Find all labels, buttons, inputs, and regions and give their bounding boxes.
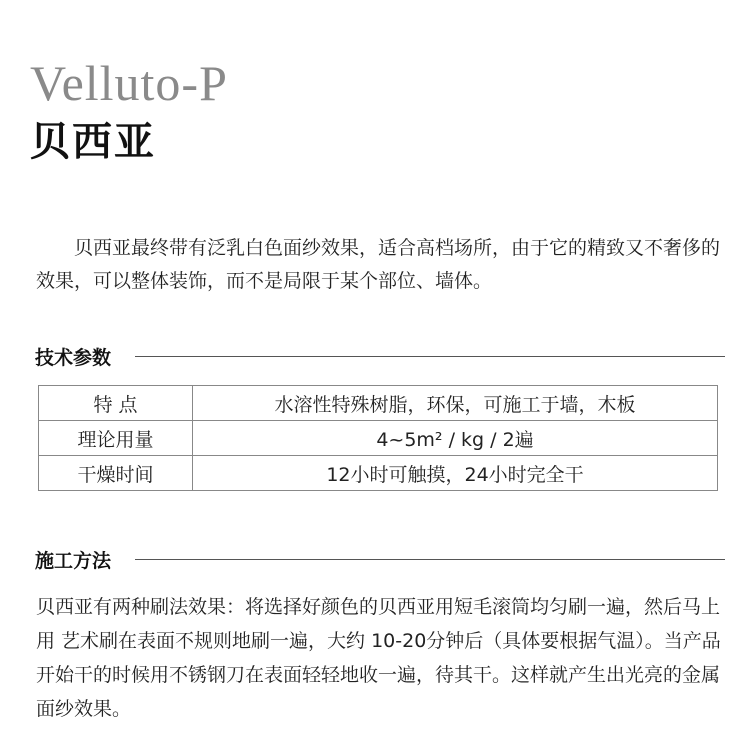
spec-label: 理论用量 <box>39 421 193 456</box>
method-section-header <box>35 546 725 572</box>
method-divider <box>135 559 725 560</box>
product-title-cn: 贝西亚 <box>30 119 156 165</box>
spec-value: 12小时可触摸，24小时完全干 <box>193 456 718 491</box>
table-row <box>39 456 718 491</box>
method-heading: 施工方法 <box>35 549 112 572</box>
table-row <box>39 386 718 421</box>
spec-label: 干燥时间 <box>39 456 193 491</box>
spec-value: 4~5m² / kg / 2遍 <box>193 421 718 456</box>
specs-divider <box>135 356 725 357</box>
product-title-en: Velluto-P <box>30 55 228 111</box>
specs-heading: 技术参数 <box>35 346 112 369</box>
spec-label: 特 点 <box>39 386 193 421</box>
specs-table <box>38 385 718 491</box>
specs-section-header <box>35 343 725 369</box>
method-paragraph: 贝西亚有两种刷法效果：将选择好颜色的贝西亚用短毛滚筒均匀刷一遍，然后马上用 艺术刷在表面不规则地刷一遍，大约 10-20分钟后（具体要根据气温）。当产品开始干的时候用不锈钢刀在表面轻轻地收一遍，待其干。这样就产生出光亮的金属面纱效果。 <box>36 596 721 720</box>
table-row <box>39 421 718 456</box>
spec-value: 水溶性特殊树脂，环保，可施工于墙，木板 <box>193 386 718 421</box>
intro-paragraph <box>36 232 726 298</box>
intro-text: 贝西亚最终带有泛乳白色面纱效果，适合高档场所，由于它的精致又不奢侈的效果，可以整体装饰，而不是局限于某个部位、墙体。 <box>36 237 721 292</box>
